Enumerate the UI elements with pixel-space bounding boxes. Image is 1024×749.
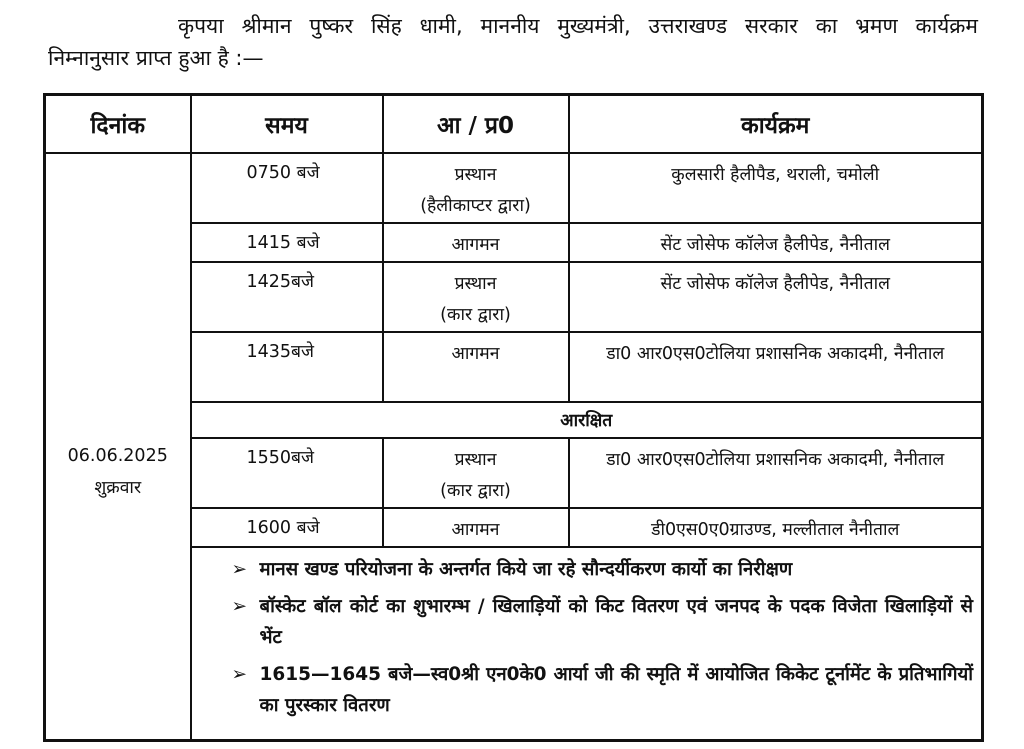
date-cell — [45, 153, 191, 741]
mode-label: (कार द्वारा) — [440, 481, 511, 501]
intro-line-1: कृपया श्रीमान पुष्कर सिंह धामी, माननीय मुख्यमंत्री, उत्तराखण्ड सरकार का भ्रमण कार्यक्रम — [178, 14, 978, 38]
place-cell: डा0 आर0एस0टोलिया प्रशासनिक अकादमी, नैनीताल — [569, 332, 983, 402]
time-cell: 1425बजे — [191, 262, 383, 332]
time-cell: 0750 बजे — [191, 153, 383, 223]
header-arrival-departure: आ / प्र0 — [383, 95, 569, 154]
type-label: प्रस्थान — [454, 274, 497, 294]
note-text: मानस खण्ड परियोजना के अन्तर्गत किये जा रहे सौन्दर्यीकरण कार्यो का निरीक्षण — [259, 559, 793, 580]
list-item — [232, 554, 974, 585]
notes-list — [232, 554, 974, 721]
type-cell: आगमन — [383, 332, 569, 402]
type-cell: आगमन — [383, 508, 569, 547]
notes-cell — [191, 547, 983, 741]
time-cell: 1600 बजे — [191, 508, 383, 547]
table-row — [45, 153, 983, 223]
type-cell — [383, 262, 569, 332]
type-cell: आगमन — [383, 223, 569, 262]
intro-paragraph — [48, 10, 978, 74]
time-cell: 1435बजे — [191, 332, 383, 402]
time-cell: 1415 बजे — [191, 223, 383, 262]
arrow-bullet-icon: ➢ — [231, 559, 248, 580]
place-cell: सेंट जोसेफ कॉलेज हैलीपेड, नैनीताल — [569, 223, 983, 262]
place-cell: डा0 आर0एस0टोलिया प्रशासनिक अकादमी, नैनीताल — [569, 438, 983, 508]
list-item — [232, 591, 974, 653]
note-text: बॉस्केट बॉल कोर्ट का शुभारम्भ / खिलाड़ियों को किट वितरण एवं जनपद के पदक विजेता खिलाड़ियों से भेंट — [259, 596, 973, 648]
date-value: 06.06.2025 — [67, 445, 168, 466]
note-text: 1615—1645 बजे—स्व0श्री एन0के0 आर्या जी की स्मृति में आयोजित किकेट टूर्नामेंट के प्रतिभागियों का पुरस्कार वितरण — [259, 664, 973, 716]
mode-label: (हैलीकाप्टर द्वारा) — [420, 196, 531, 216]
place-cell: डी0एस0ए0ग्राउण्ड, मल्लीताल नैनीताल — [569, 508, 983, 547]
type-cell — [383, 438, 569, 508]
place-cell: कुलसारी हैलीपैड, थराली, चमोली — [569, 153, 983, 223]
intro-line-2: निम्नानुसार प्राप्त हुआ है :— — [48, 46, 264, 70]
header-date: दिनांक — [45, 95, 191, 154]
place-cell: सेंट जोसेफ कॉलेज हैलीपेड, नैनीताल — [569, 262, 983, 332]
schedule-table — [43, 93, 984, 742]
time-cell: 1550बजे — [191, 438, 383, 508]
list-item — [232, 659, 974, 721]
header-program: कार्यक्रम — [569, 95, 983, 154]
day-value: शुक्रवार — [94, 477, 142, 498]
type-label: प्रस्थान — [454, 165, 497, 185]
type-label: प्रस्थान — [454, 450, 497, 470]
mode-label: (कार द्वारा) — [440, 305, 511, 325]
header-row — [45, 95, 983, 154]
arrow-bullet-icon: ➢ — [231, 664, 248, 685]
arrow-bullet-icon: ➢ — [231, 596, 248, 617]
type-cell — [383, 153, 569, 223]
reserved-label: आरक्षित — [191, 402, 983, 438]
header-time: समय — [191, 95, 383, 154]
